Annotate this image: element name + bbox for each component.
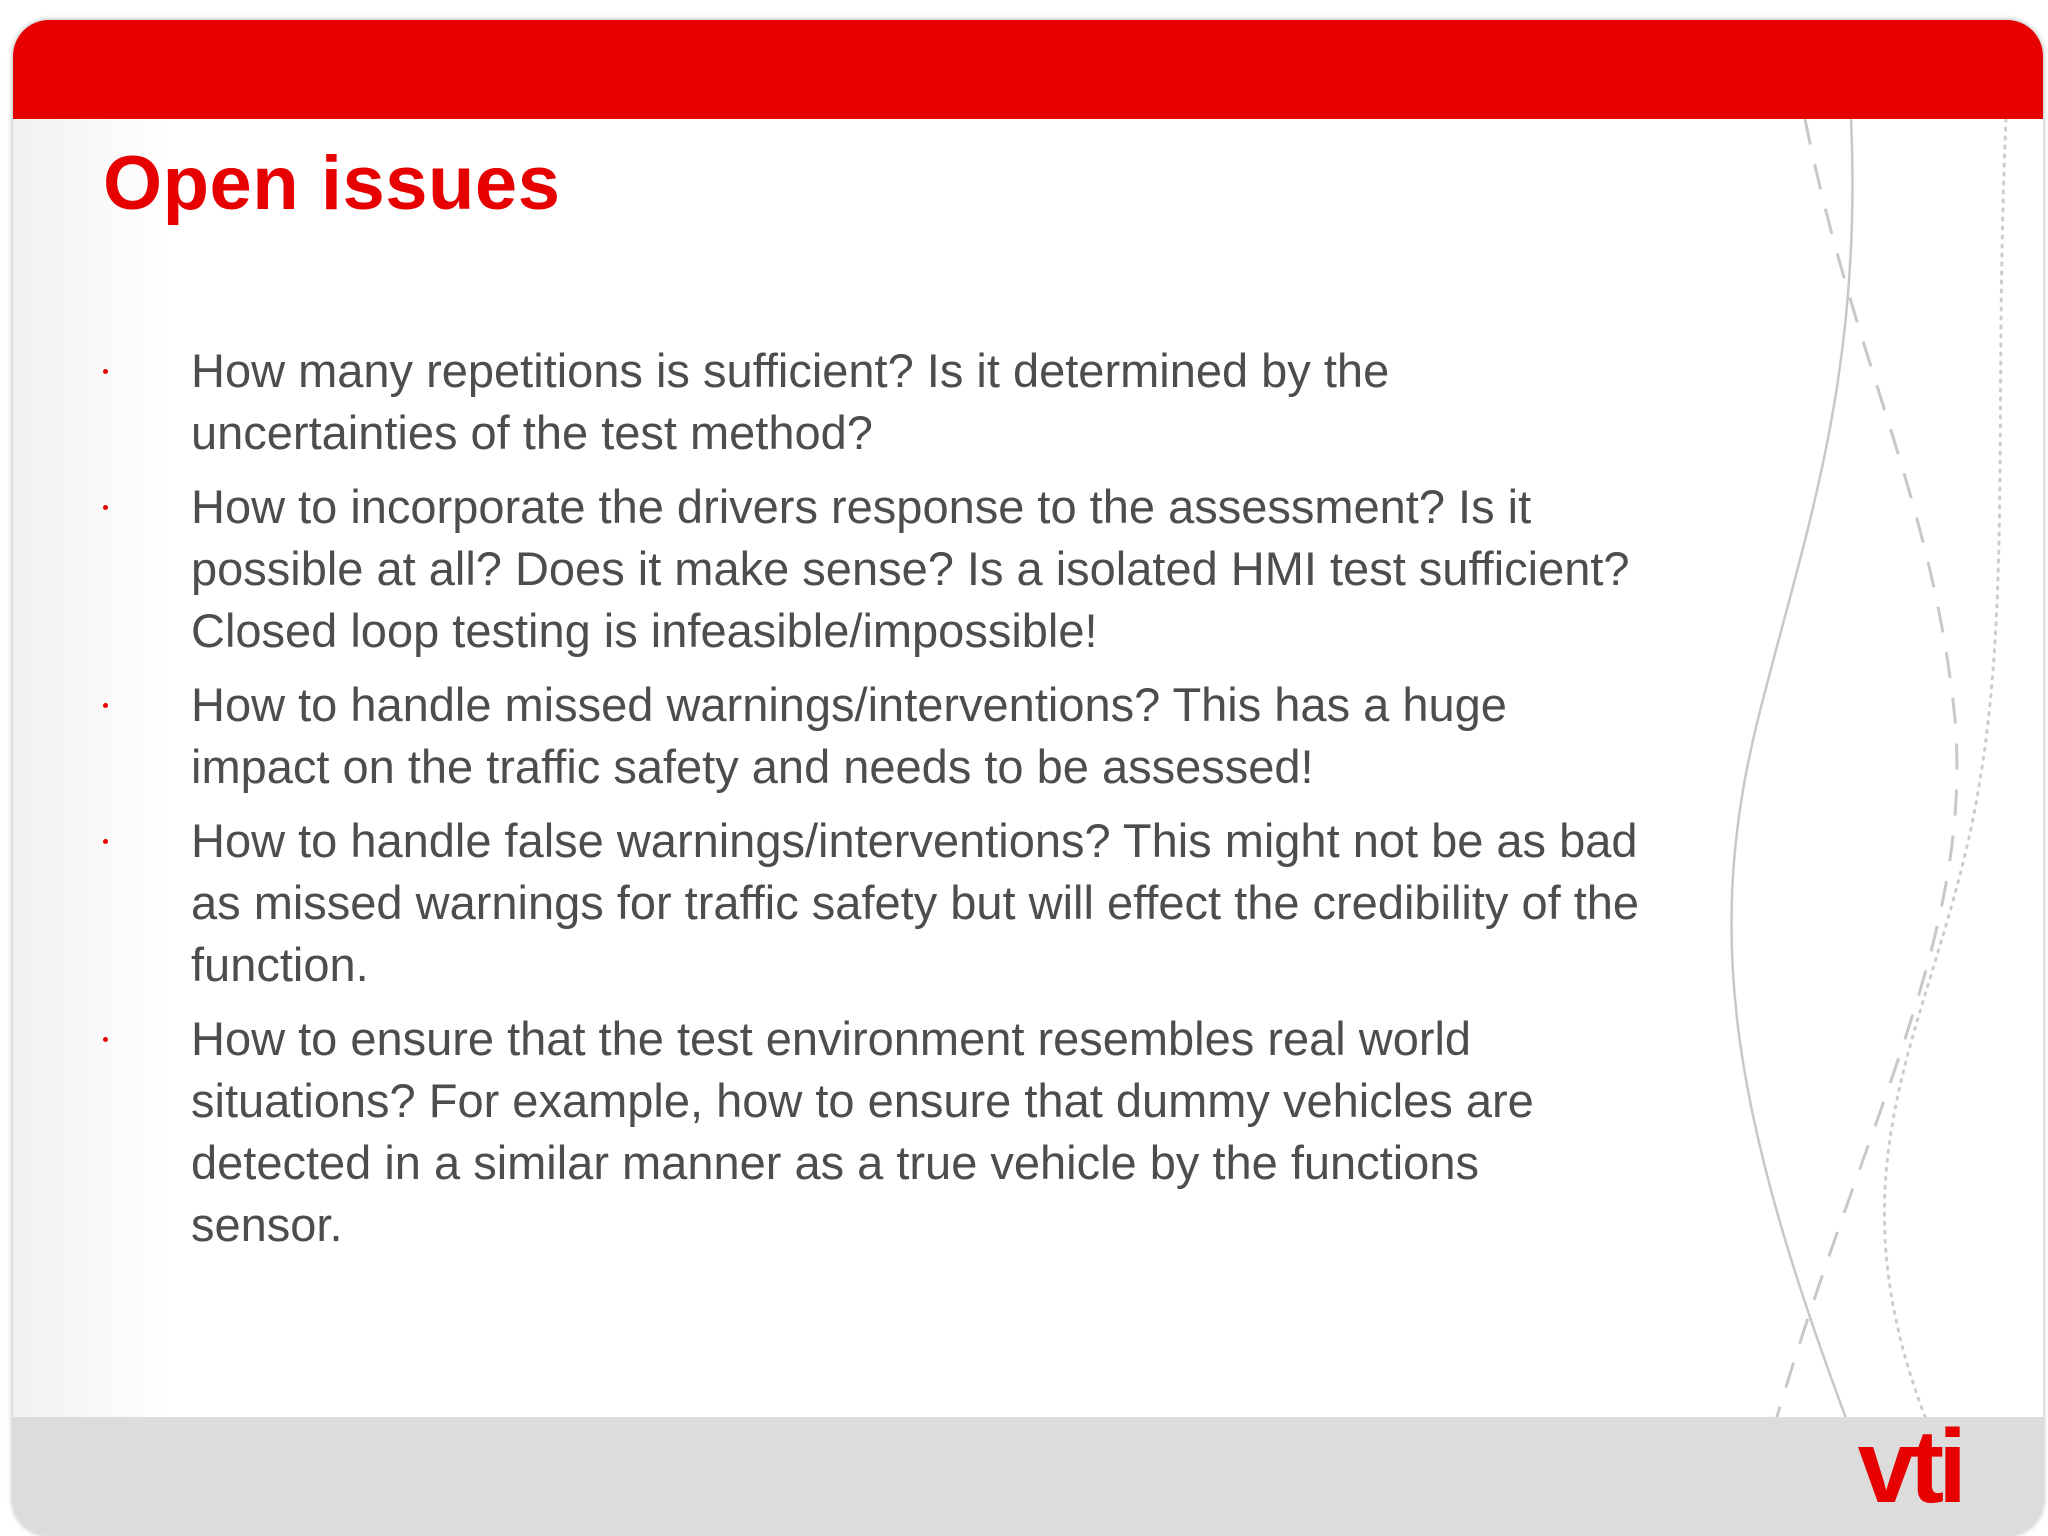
bullet-item bbox=[103, 340, 1643, 464]
bullet-item bbox=[103, 1008, 1643, 1256]
decorative-curves bbox=[1663, 119, 2043, 1437]
slide-title: Open issues bbox=[103, 141, 561, 226]
slide bbox=[13, 20, 2043, 1535]
bullet-text: How to incorporate the drivers response to the assessment? Is it possible at all? Does it make sense? Is a isolated HMI test sufficient? Closed loop testing is infeasible/impossible! bbox=[191, 480, 1630, 657]
bullet-dot-icon bbox=[103, 505, 108, 510]
dotted-curve bbox=[1884, 119, 2006, 1437]
bullet-item bbox=[103, 810, 1643, 996]
dashed-curve bbox=[1771, 119, 1957, 1437]
bullet-dot-icon bbox=[103, 369, 108, 374]
header-bar bbox=[13, 20, 2043, 119]
bullet-text: How to handle false warnings/interventions? This might not be as bad as missed warnings for traffic safety but will effect the credibility of the function. bbox=[191, 814, 1640, 991]
bullet-list bbox=[103, 340, 1643, 1268]
bullet-text: How many repetitions is sufficient? Is it determined by the uncertainties of the test method? bbox=[191, 344, 1390, 459]
bullet-text: How to handle missed warnings/interventions? This has a huge impact on the traffic safety and needs to be assessed! bbox=[191, 678, 1507, 793]
footer-bar bbox=[13, 1409, 2043, 1535]
bullet-dot-icon bbox=[103, 839, 108, 844]
bullet-dot-icon bbox=[103, 1037, 108, 1042]
bullet-dot-icon bbox=[103, 703, 108, 708]
bullet-text: How to ensure that the test environment resembles real world situations? For example, how to ensure that dummy vehicles are detected in a similar manner as a true vehicle by the functions sensor. bbox=[191, 1012, 1534, 1251]
vti-logo: vti bbox=[1857, 1409, 1961, 1525]
bullet-item bbox=[103, 476, 1643, 662]
bullet-item bbox=[103, 674, 1643, 798]
